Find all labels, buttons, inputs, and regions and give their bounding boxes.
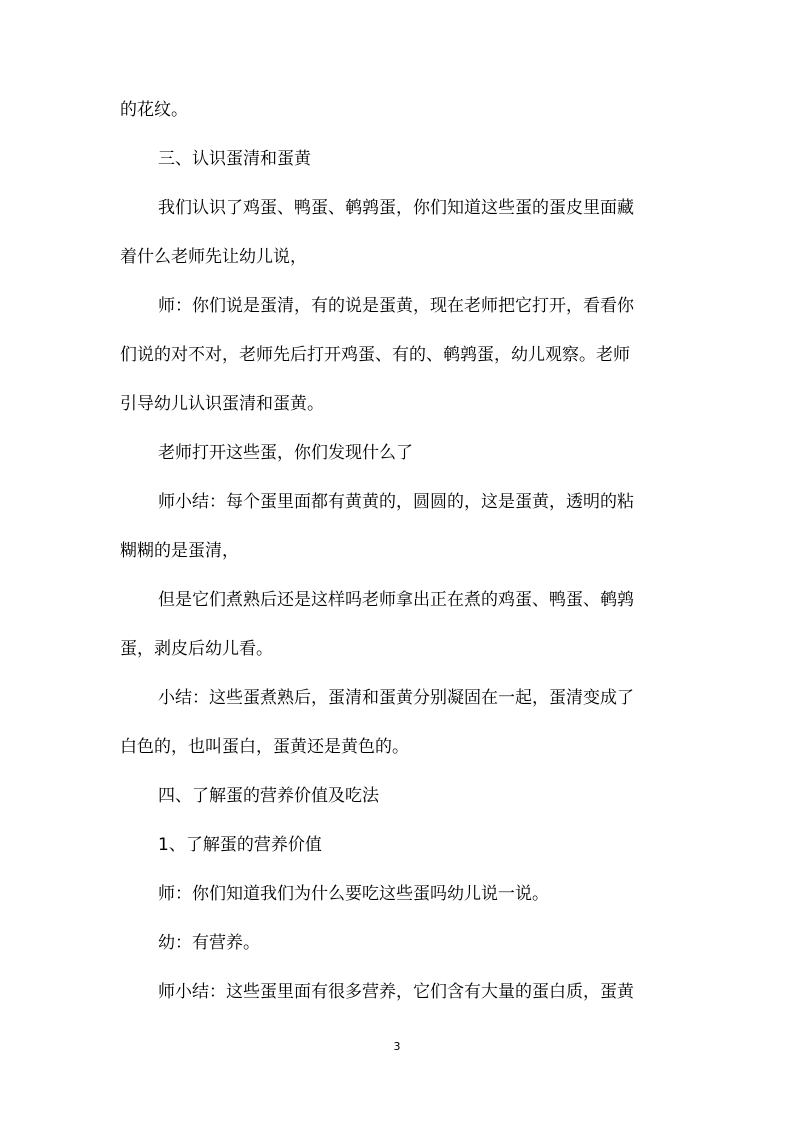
text-line: 小结：这些蛋煮熟后，蛋清和蛋黄分别凝固在一起，蛋清变成了 bbox=[158, 688, 634, 708]
text-line: 着什么老师先让幼儿说， bbox=[120, 247, 307, 267]
text-line: 蛋，剥皮后幼儿看。 bbox=[120, 639, 273, 659]
text-line: 糊糊的是蛋清， bbox=[120, 541, 239, 561]
text-line: 老师打开这些蛋，你们发现什么了 bbox=[158, 443, 413, 463]
section-heading: 三、认识蛋清和蛋黄 bbox=[158, 149, 311, 169]
text-line: 师小结：这些蛋里面有很多营养，它们含有大量的蛋白质，蛋黄 bbox=[158, 982, 634, 1002]
text-line: 师：你们知道我们为什么要吃这些蛋吗幼儿说一说。 bbox=[158, 884, 549, 904]
subsection-heading: 1、了解蛋的营养价值 bbox=[158, 835, 322, 855]
text-line: 的花纹。 bbox=[120, 100, 188, 120]
text-line: 师小结：每个蛋里面都有黄黄的，圆圆的，这是蛋黄，透明的粘 bbox=[158, 492, 634, 512]
text-line: 引导幼儿认识蛋清和蛋黄。 bbox=[120, 394, 324, 414]
text-line: 幼：有营养。 bbox=[158, 933, 260, 953]
text-line: 但是它们煮熟后还是这样吗老师拿出正在煮的鸡蛋、鸭蛋、鹌鹑 bbox=[158, 590, 634, 610]
section-heading: 四、了解蛋的营养价值及吃法 bbox=[158, 786, 379, 806]
page-number: 3 bbox=[393, 1040, 401, 1053]
text-line: 师：你们说是蛋清，有的说是蛋黄，现在老师把它打开，看看你 bbox=[158, 296, 634, 316]
text-line: 们说的对不对，老师先后打开鸡蛋、有的、鹌鹑蛋，幼儿观察。老师 bbox=[120, 345, 630, 365]
text-line: 我们认识了鸡蛋、鸭蛋、鹌鹑蛋，你们知道这些蛋的蛋皮里面藏 bbox=[158, 198, 634, 218]
text-line: 白色的，也叫蛋白，蛋黄还是黄色的。 bbox=[120, 737, 409, 757]
